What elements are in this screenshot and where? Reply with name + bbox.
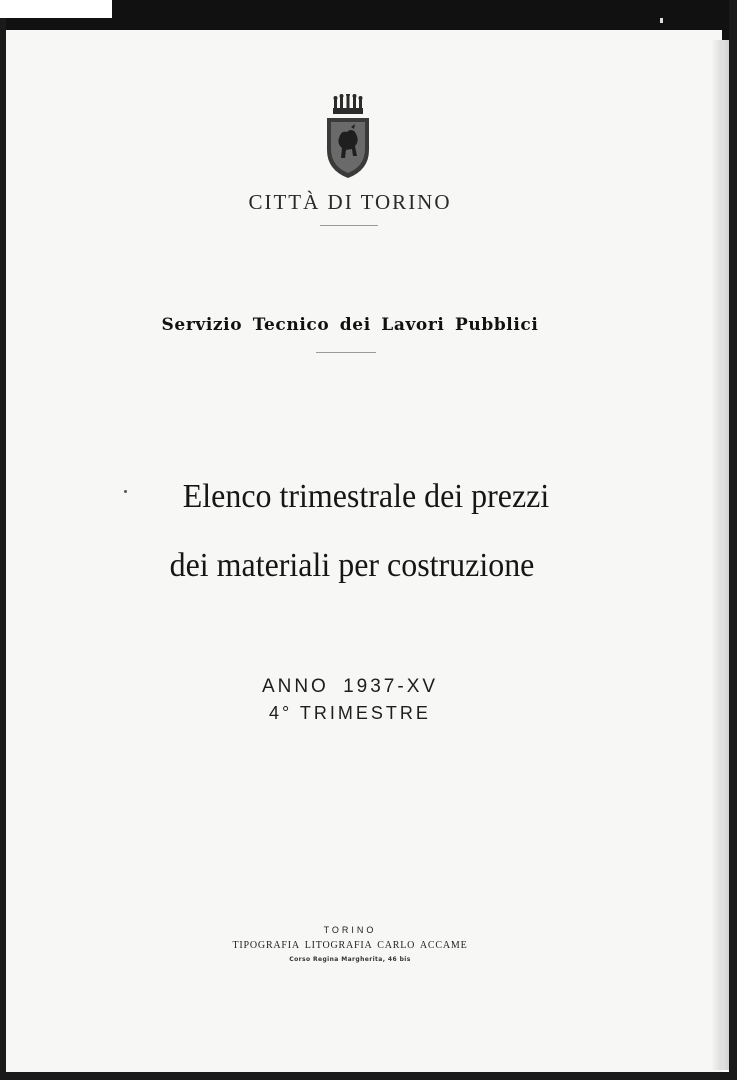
title-line-2: dei materiali per costruzione <box>169 547 535 584</box>
title-line-1: Elenco trimestrale dei prezzi <box>182 478 550 515</box>
imprint-address: Corso Regina Margherita, 46 bis <box>289 956 411 963</box>
imprint-city: TORINO <box>323 925 377 935</box>
year-label: ANNO 1937-XV <box>261 676 439 697</box>
service-heading: Servizio Tecnico dei Lavori Pubblici <box>161 315 539 335</box>
divider <box>316 352 376 353</box>
divider <box>320 225 378 226</box>
city-heading: CITTÀ DI TORINO <box>248 190 452 214</box>
quarter-label: 4° TRIMESTRE <box>269 703 431 723</box>
coat-of-arms-icon <box>321 94 375 180</box>
imprint-printer: TIPOGRAFIA LITOGRAFIA CARLO ACCAME <box>232 940 468 951</box>
